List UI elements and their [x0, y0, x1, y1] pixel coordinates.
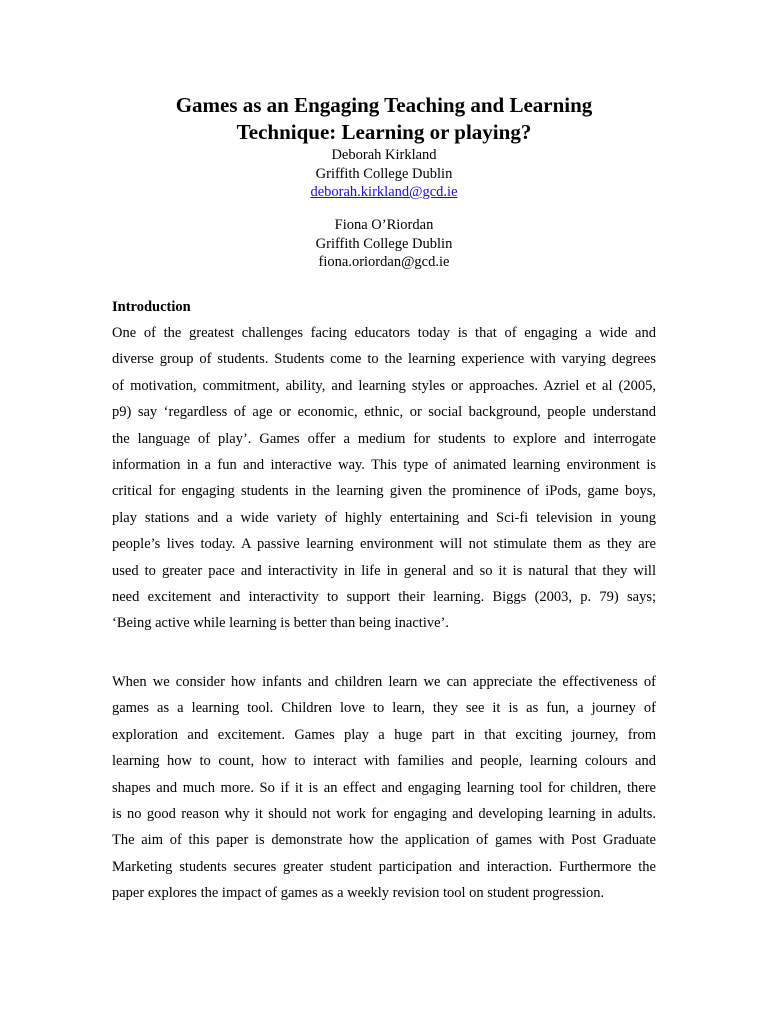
paragraph-line: One of the greatest challenges facing educators today is that of engaging a wide and: [112, 325, 656, 341]
paragraph-line: play stations and a wide variety of highly entertaining and Sci-fi television in young: [112, 509, 656, 526]
paragraph-line: Marketing students secures greater student participation and interaction. Furthermore the: [112, 858, 656, 875]
title-line: Games as an Engaging Teaching and Learning: [175, 93, 593, 117]
author-block-kirkland: [150, 146, 618, 202]
paragraph-line: information in a fun and interactive way. This type of animated learning environment is: [112, 457, 656, 474]
author-affiliation: Griffith College Dublin: [315, 165, 453, 182]
author-block-oriordan: [150, 216, 618, 272]
title-line: Technique: Learning or playing?: [236, 120, 532, 144]
paragraph-line: diverse group of students. Students come to the learning experience with varying degrees: [112, 351, 656, 368]
paragraph-line: is no good reason why it should not work for engaging and developing learning in adults.: [112, 806, 656, 823]
paragraph-line: people’s lives today. A passive learning environment will not stimulate them as they are: [112, 536, 656, 553]
section-heading-introduction: Introduction: [112, 299, 191, 315]
body-paragraph: [112, 320, 656, 637]
paragraph-line: learning how to count, how to interact with families and people, learning colours and: [112, 753, 656, 770]
author-affiliation: Griffith College Dublin: [315, 235, 453, 252]
author-name: Deborah Kirkland: [331, 147, 437, 163]
author-email-link[interactable]: deborah.kirkland@gcd.ie: [310, 184, 458, 200]
paragraph-line: games as a learning tool. Children love to learn, they see it is as fun, a journey of: [112, 700, 656, 717]
author-name: Fiona O’Riordan: [334, 217, 434, 233]
paragraph-line: critical for engaging students in the learning given the prominence of iPods, game boys,: [112, 483, 656, 500]
paragraph-line: shapes and much more. So if it is an effect and engaging learning tool for children, there: [112, 779, 656, 796]
paper-title: [100, 92, 668, 146]
paragraph-line: paper explores the impact of games as a weekly revision tool on student progression.: [112, 885, 605, 902]
paragraph-line: used to greater pace and interactivity in life in general and so it is natural that they will: [112, 562, 656, 579]
paragraph-line: When we consider how infants and children learn we can appreciate the effectiveness of: [112, 674, 656, 690]
paragraph-line: the language of play’. Games offer a medium for students to explore and interrogate: [112, 430, 656, 447]
paragraph-line: ‘Being active while learning is better than being inactive’.: [112, 615, 450, 632]
paragraph-line: The aim of this paper is demonstrate how the application of games with Post Graduate: [112, 832, 656, 849]
body-paragraph: [112, 669, 656, 907]
author-email: fiona.oriordan@gcd.ie: [318, 254, 450, 270]
paragraph-line: p9) say ‘regardless of age or economic, ethnic, or social background, people understand: [112, 404, 656, 421]
paragraph-line: exploration and excitement. Games play a huge part in that exciting journey, from: [112, 726, 656, 743]
paragraph-line: of motivation, commitment, ability, and learning styles or approaches. Azriel et al (2005,: [112, 377, 656, 394]
paragraph-line: need excitement and interactivity to support their learning. Biggs (2003, p. 79) says;: [112, 589, 656, 606]
